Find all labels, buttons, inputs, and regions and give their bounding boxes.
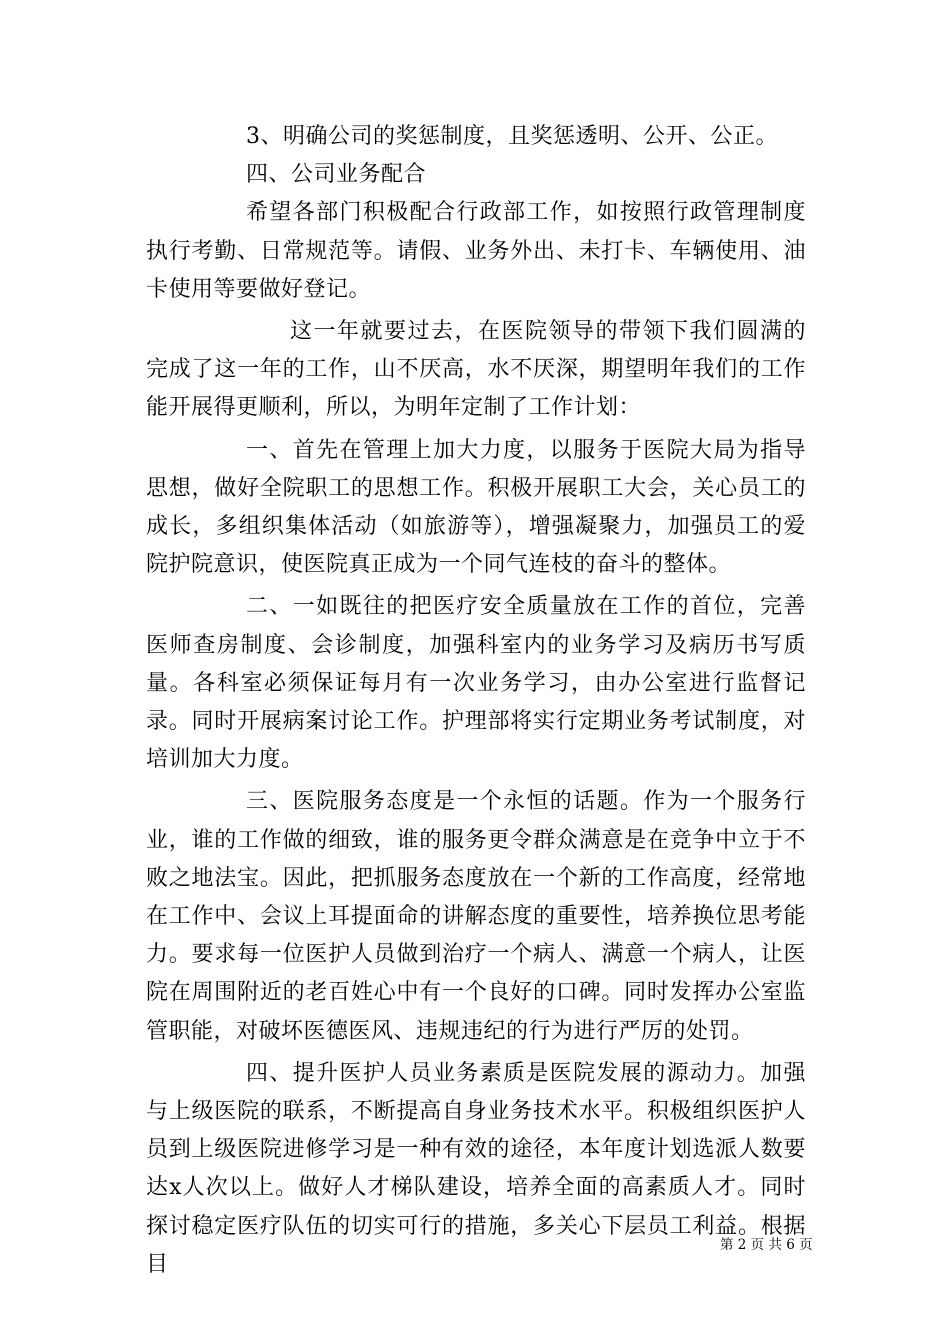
section-heading-business-cooperation: 四、公司业务配合 xyxy=(246,162,427,188)
paragraph-reward-system: 3、明确公司的奖惩制度，且奖惩透明、公开、公正。 xyxy=(246,124,778,149)
paragraph-plan-management: 一、首先在管理上加大力度，以服务于医院大局为指导思想，做好全院职工的思想工作。积极开展职工大会，关心员工的成长，多组织集体活动（如旅游等），增强凝聚力，加强员工的爱院护院意识，使医院真正成为一个同气连枝的奋斗的整体。 xyxy=(146,437,806,578)
paragraph-department-cooperation: 希望各部门积极配合行政部工作，如按照行政管理制度执行考勤、日常规范等。请假、业务外出、未打卡、车辆使用、油卡使用等要做好登记。 xyxy=(146,200,806,302)
paragraph-plan-staff-quality: 四、提升医护人员业务素质是医院发展的源动力。加强与上级医院的联系，不断提高自身业务技术水平。积极组织医护人员到上级医院进修学习是一种有效的途径，本年度计划选派人数要达x人次以上。做好人才梯队建设，培养全面的高素质人才。同时探讨稳定医疗队伍的切实可行的措施，多关心下层员工利益。根据目 xyxy=(146,1060,806,1277)
document-body xyxy=(146,118,806,1284)
paragraph-year-summary: 这一年就要过去，在医院领导的带领下我们圆满的完成了这一年的工作，山不厌高，水不厌深，期望明年我们的工作能开展得更顺利，所以，为明年定制了工作计划： xyxy=(146,319,806,421)
paragraph-plan-medical-safety: 二、一如既往的把医疗安全质量放在工作的首位，完善医师查房制度、会诊制度，加强科室内的业务学习及病历书写质量。各科室必须保证每月有一次业务学习，由办公室进行监督记录。同时开展病案讨论工作。护理部将实行定期业务考试制度，对培训加大力度。 xyxy=(146,594,806,773)
page-number-footer: 第 2 页 共 6 页 xyxy=(720,1237,813,1253)
paragraph-plan-service-attitude: 三、医院服务态度是一个永恒的话题。作为一个服务行业，谁的工作做的细致，谁的服务更令群众满意是在竞争中立于不败之地法宝。因此，把抓服务态度放在一个新的工作高度，经常地在工作中、会议上耳提面命的讲解态度的重要性，培养换位思考能力。要求每一位医护人员做到治疗一个病人、满意一个病人，让医院在周围附近的老百姓心中有一个良好的口碑。同时发挥办公室监管职能，对破坏医德医风、违规违纪的行为进行严厉的处罚。 xyxy=(146,789,806,1044)
